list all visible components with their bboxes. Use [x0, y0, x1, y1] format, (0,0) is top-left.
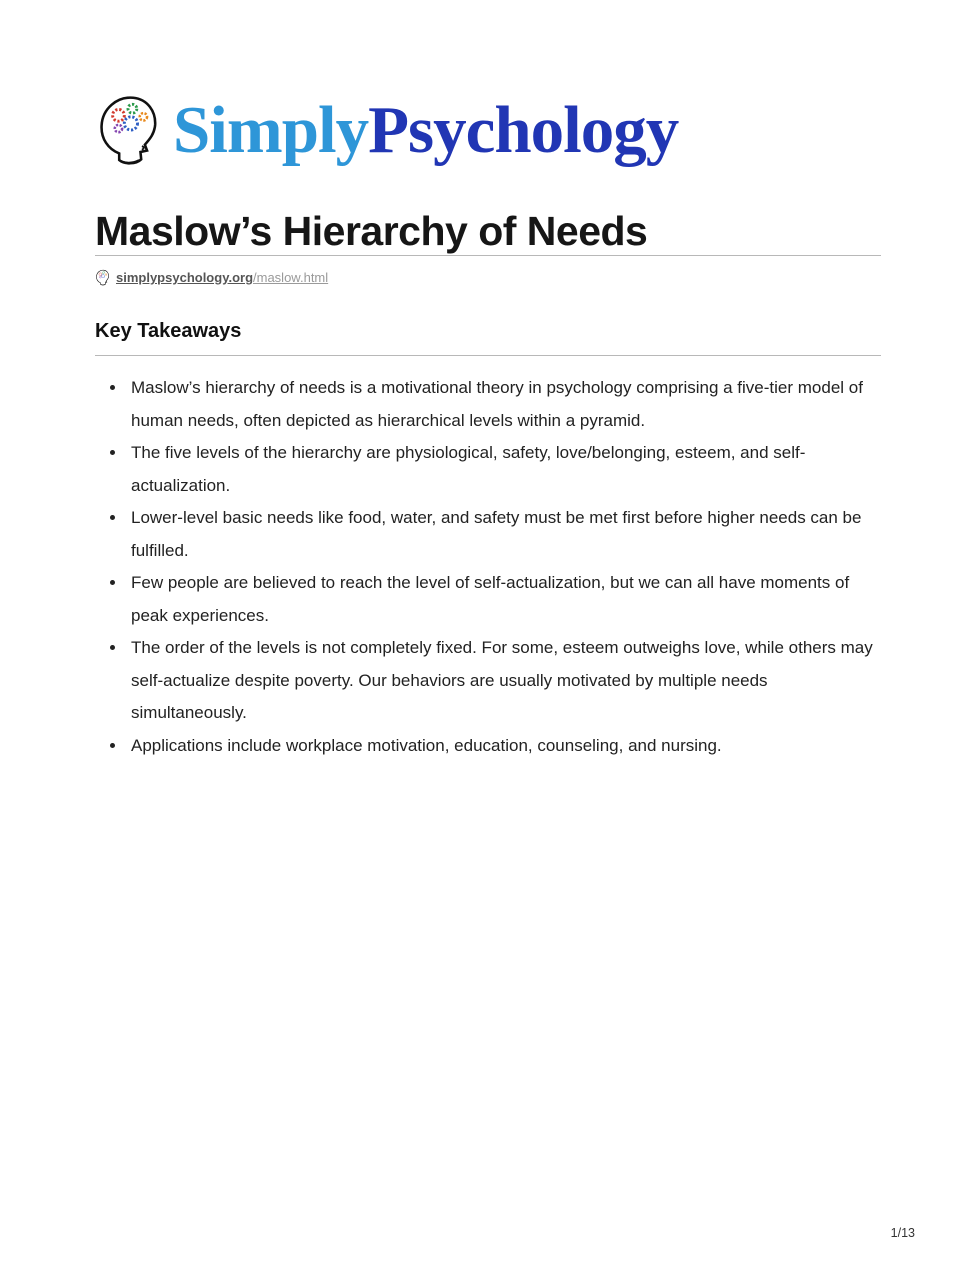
site-favicon-icon: [95, 269, 110, 286]
takeaway-item: • Lower-level basic needs like food, water, and safety must be met first before higher needs can be fulfilled.: [127, 502, 881, 567]
takeaway-item: • The five levels of the hierarchy are physiological, safety, love/belonging, esteem, and self-actualization.: [127, 437, 881, 502]
takeaway-item: • Maslow’s hierarchy of needs is a motivational theory in psychology comprising a five-tier model of human needs, often depicted as hierarchical levels within a pyramid.: [127, 372, 881, 437]
takeaway-item: • Applications include workplace motivation, education, counseling, and nursing.: [127, 730, 881, 763]
site-logo: [95, 0, 881, 168]
takeaways-list: [95, 372, 881, 762]
source-domain[interactable]: simplypsychology.org: [116, 270, 254, 285]
source-row: [95, 269, 881, 286]
section-heading-key-takeaways: Key Takeaways: [95, 320, 242, 342]
page-title: Maslow’s Hierarchy of Needs: [95, 208, 648, 254]
logo-word-psychology: Psychology: [368, 92, 679, 167]
site-logo-text: [173, 92, 679, 167]
takeaway-item: • Few people are believed to reach the level of self-actualization, but we can all have moments of peak experiences.: [127, 567, 881, 632]
page-number: 1/13: [890, 1226, 915, 1240]
logo-word-simply: Simply: [173, 92, 369, 167]
title-divider: [95, 255, 881, 256]
takeaway-item: • The order of the levels is not completely fixed. For some, esteem outweighs love, while others may self-actualize despite poverty. Our behaviors are usually motivated by multiple needs simultaneously.: [127, 632, 881, 730]
source-path[interactable]: /maslow.html: [253, 270, 329, 285]
head-gears-logo-icon: [95, 92, 161, 168]
section-divider: [95, 355, 881, 356]
source-url-link[interactable]: [116, 270, 328, 285]
